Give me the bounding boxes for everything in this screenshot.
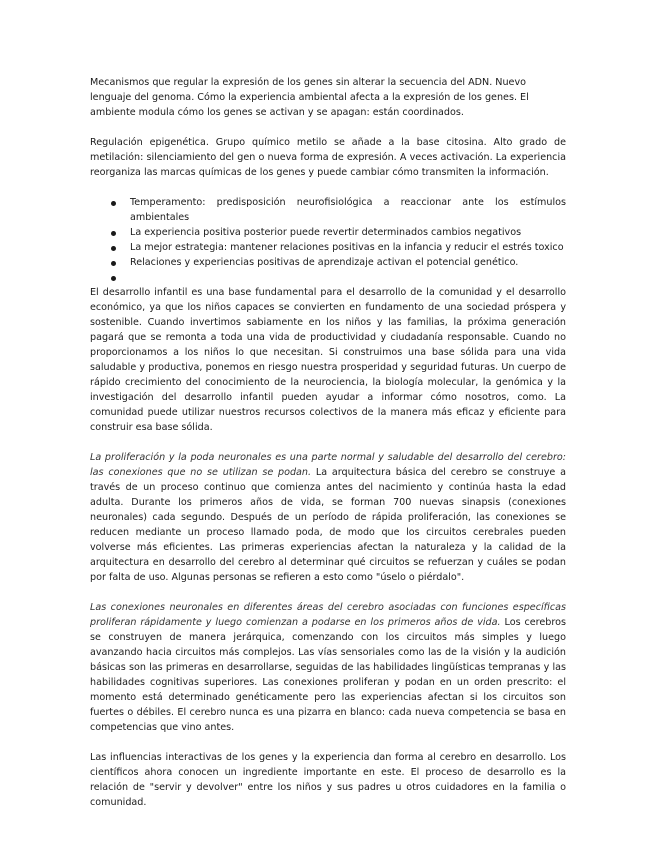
bullet-icon bbox=[111, 261, 116, 266]
list-item bbox=[90, 195, 566, 225]
list-item-text: La mejor estrategia: mantener relaciones positivas en la infancia y reducir el estrés toxico bbox=[130, 242, 564, 253]
bullet-icon bbox=[111, 246, 116, 251]
paragraph-neural-connections bbox=[90, 600, 566, 735]
paragraph-epigenetic-mechanisms: Mecanismos que regular la expresión de los genes sin alterar la secuencia del ADN. Nuevo lenguaje del genoma. Cómo la experiencia ambiental afecta a la expresión de los genes. El ambiente modula cómo los genes se activan y se apagan: están coordinados. bbox=[90, 77, 529, 118]
bullet-icon bbox=[111, 276, 116, 281]
bullet-icon bbox=[111, 231, 116, 236]
paragraph-text: Los cerebros se construyen de manera jerárquica, comenzando con los circuitos más simples y luego avanzando hacia circuitos más complejos. Las vías sensoriales como las de la visión y la audición básicas son las primeras en desarrollarse, seguidas de las habilidades lingüísticas tempranas y las habilidades cognitivas superiores. Las conexiones proliferan y podan en un orden prescrito: el momento está determinado genéticamente pero las experiencias afectan si los circuitos son fuertes o débiles. El cerebro nunca es una pizarra en blanco: cada nueva competencia se basa en competencias que vino antes. bbox=[90, 617, 566, 733]
list-item-text: Temperamento: predisposición neurofisiológica a reaccionar ante los estímulos ambientales bbox=[130, 197, 566, 223]
paragraph-child-development: El desarrollo infantil es una base fundamental para el desarrollo de la comunidad y el desarrollo económico, ya que los niños capaces se convierten en fundamento de una sociedad próspera y sostenible. Cuando invertimos sabiamente en los niños y las familias, la próxima generación pagará que se remonta a toda una vida de productividad y ciudadanía responsable. Cuando no proporcionamos a los niños lo que necesitan. Si construimos una base sólida para una vida saludable y productiva, ponemos en riesgo nuestra prosperidad y seguridad futuras. Un cuerpo de rápido crecimiento del conocimiento de la neurociencia, la biología molecular, la genómica y la investigación del desarrollo infantil pueden ayudar a informar cómo nosotros, como. La comunidad puede utilizar nuestros recursos colectivos de la manera más eficaz y eficiente para construir esa base sólida. bbox=[90, 287, 566, 433]
list-item-text: Relaciones y experiencias positivas de aprendizaje activan el potencial genético. bbox=[130, 257, 519, 268]
paragraph-lead-italic: Las conexiones neuronales en diferentes áreas del cerebro asociadas con funciones específicas proliferan rápidamente y luego comienzan a podarse en los primeros años de vida. bbox=[90, 602, 566, 628]
bullet-icon bbox=[111, 201, 116, 206]
list-item bbox=[90, 255, 566, 270]
paragraph-gene-experience: Las influencias interactivas de los genes y la experiencia dan forma al cerebro en desarrollo. Los científicos ahora conocen un ingrediente importante en este. El proceso de desarrollo es la relación de "servir y devolver" entre los niños y sus padres u otros cuidadores en la familia o comunidad. bbox=[90, 752, 566, 808]
paragraph-neural-pruning bbox=[90, 450, 566, 585]
list-item bbox=[90, 240, 566, 255]
bullet-list bbox=[90, 195, 566, 285]
list-item bbox=[90, 225, 566, 240]
paragraph-text: La arquitectura básica del cerebro se construye a través de un proceso continuo que comienza antes del nacimiento y continúa hasta la edad adulta. Durante los primeros años de vida, se forman 700 nuevas sinapsis (conexiones neuronales) cada segundo. Después de un período de rápida proliferación, las conexiones se reducen mediante un proceso llamado poda, de modo que los circuitos cerebrales pueden volverse más eficientes. Las primeras experiencias afectan la naturaleza y la calidad de la arquitectura en desarrollo del cerebro al determinar qué circuitos se refuerzan y cuáles se podan por falta de uso. Algunas personas se refieren a esto como "úselo o piérdalo". bbox=[90, 467, 566, 583]
document-body bbox=[90, 75, 566, 825]
paragraph-epigenetic-regulation: Regulación epigenética. Grupo químico metilo se añade a la base citosina. Alto grado de metilación: silenciamiento del gen o nueva forma de expresión. A veces activación. La experiencia reorganiza las marcas químicas de los genes y puede cambiar cómo transmiten la información. bbox=[90, 137, 566, 178]
paragraph-lead-italic: La proliferación y la poda neuronales es una parte normal y saludable del desarrollo del cerebro: las conexiones que no se utilizan se podan. bbox=[90, 452, 566, 478]
list-item-text: La experiencia positiva posterior puede revertir determinados cambios negativos bbox=[130, 227, 522, 238]
list-item-empty bbox=[90, 270, 566, 285]
